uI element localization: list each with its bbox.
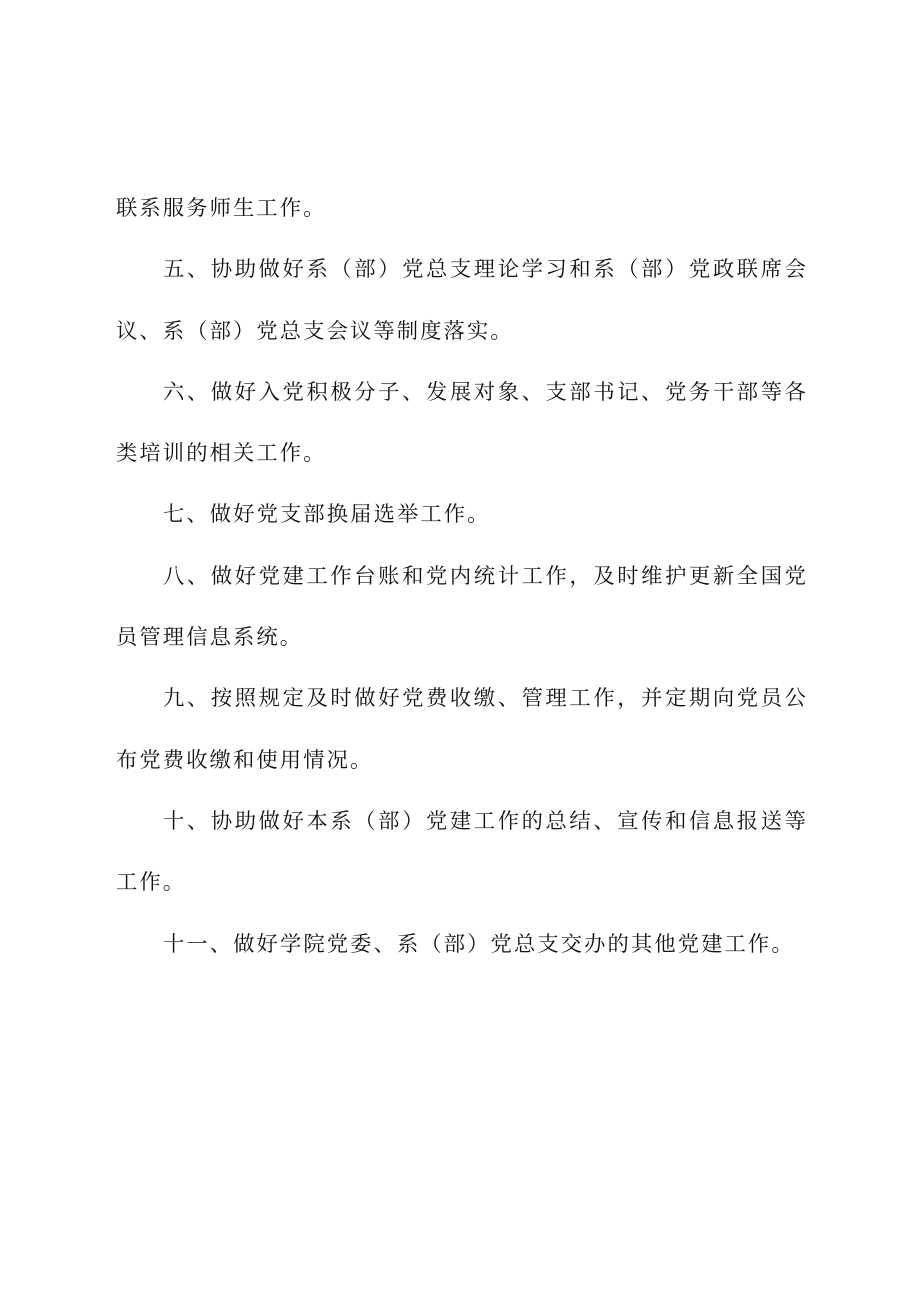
paragraph-item-10: 十、协助做好本系（部）党建工作的总结、宣传和信息报送等工作。 <box>116 808 808 896</box>
document-body <box>116 178 808 975</box>
paragraph-item-5: 五、协助做好系（部）党总支理论学习和系（部）党政联席会议、系（部）党总支会议等制度落实。 <box>116 257 808 344</box>
paragraph-item-9: 九、按照规定及时做好党费收缴、管理工作，并定期向党员公布党费收缴和使用情况。 <box>116 686 808 773</box>
paragraph-item-6: 六、做好入党积极分子、发展对象、支部书记、党务干部等各类培训的相关工作。 <box>116 379 808 467</box>
paragraph-item-8: 八、做好党建工作台账和党内统计工作，及时维护更新全国党员管理信息系统。 <box>116 563 808 651</box>
paragraph-item-11: 十一、做好学院党委、系（部）党总支交办的其他党建工作。 <box>163 931 795 957</box>
paragraph-item-7: 七、做好党支部换届选举工作。 <box>163 502 491 528</box>
paragraph-continuation: 联系服务师生工作。 <box>116 196 327 221</box>
